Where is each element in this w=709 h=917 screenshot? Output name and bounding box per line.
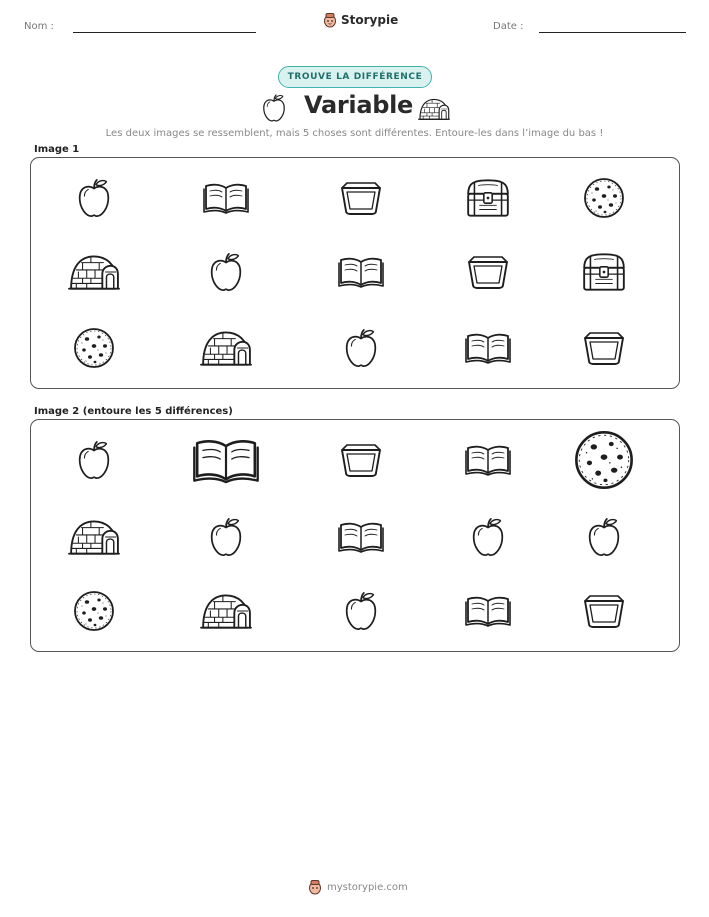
- book-icon[interactable]: [337, 520, 385, 554]
- apple-icon[interactable]: [206, 516, 246, 558]
- basket-icon: [337, 180, 385, 216]
- apple-icon[interactable]: [341, 590, 381, 632]
- instructions-text: Les deux images se ressemblent, mais 5 choses sont différentes. Entoure-les dans l’image du bas !: [105, 128, 604, 139]
- igloo-icon: [68, 251, 120, 293]
- footer-url: mystorypie.com: [327, 881, 408, 893]
- apple-icon: [259, 93, 289, 128]
- cookie-icon: [72, 326, 116, 370]
- storypie-mascot-icon: [308, 879, 322, 895]
- igloo-icon: [200, 327, 252, 369]
- apple-icon[interactable]: [584, 516, 624, 558]
- name-field[interactable]: [73, 32, 256, 33]
- igloo-icon[interactable]: [200, 590, 252, 632]
- date-field[interactable]: [539, 32, 686, 33]
- igloo-icon: [418, 93, 450, 130]
- page-title: Variable: [304, 91, 413, 119]
- book-icon[interactable]: [464, 443, 512, 477]
- basket-icon: [464, 254, 512, 290]
- book-icon: [202, 181, 250, 215]
- basket-icon[interactable]: [337, 442, 385, 478]
- date-label: Date :: [493, 21, 524, 32]
- apple-icon: [74, 177, 114, 219]
- storypie-mascot-icon: [323, 12, 337, 28]
- name-label: Nom :: [24, 21, 54, 32]
- image2-label: Image 2 (entoure les 5 différences): [34, 406, 233, 417]
- basket-icon[interactable]: [580, 593, 628, 629]
- apple-icon[interactable]: [468, 516, 508, 558]
- treasure-chest-icon: [464, 176, 512, 220]
- brand-name: Storypie: [341, 13, 399, 27]
- activity-badge: TROUVE LA DIFFÉRENCE: [278, 66, 432, 88]
- cookie-icon: [582, 176, 626, 220]
- book-icon[interactable]: [191, 436, 261, 485]
- image1-label: Image 1: [34, 144, 80, 155]
- apple-icon[interactable]: [74, 439, 114, 481]
- apple-icon: [341, 327, 381, 369]
- book-icon[interactable]: [464, 594, 512, 628]
- cookie-icon[interactable]: [72, 589, 116, 633]
- treasure-chest-icon: [580, 250, 628, 294]
- book-icon: [337, 255, 385, 289]
- brand-logo: [323, 12, 398, 28]
- footer: [308, 879, 408, 895]
- cookie-icon[interactable]: [572, 428, 636, 492]
- book-icon: [464, 331, 512, 365]
- apple-icon: [206, 251, 246, 293]
- igloo-icon[interactable]: [68, 516, 120, 558]
- basket-icon: [580, 330, 628, 366]
